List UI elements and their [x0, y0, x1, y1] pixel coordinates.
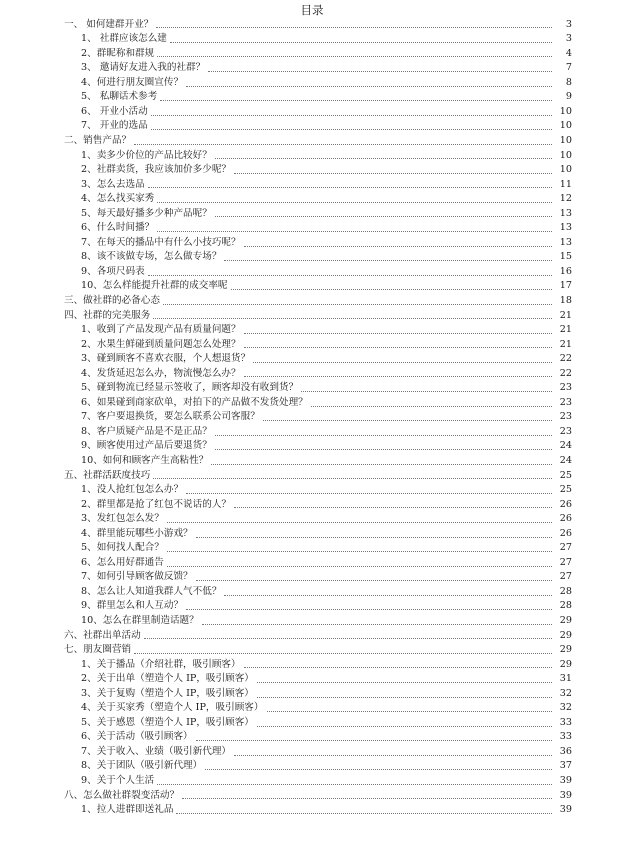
dot-leader [182, 798, 552, 799]
toc-entry-text: 9、关于个人生活 [81, 775, 155, 787]
dot-leader [224, 260, 552, 261]
toc-subsection-entry[interactable] [0, 47, 624, 62]
toc-page-number: 22 [559, 367, 572, 379]
toc-subsection-entry[interactable] [0, 730, 624, 745]
toc-page-number: 29 [559, 658, 572, 670]
dot-leader [148, 275, 552, 276]
dot-leader [196, 740, 552, 741]
toc-entry-text: 1、拉人进群即送礼品 [81, 804, 174, 816]
toc-entry-text: 三、做社群的必备心态 [64, 294, 160, 306]
toc-subsection-entry[interactable] [0, 381, 624, 396]
dot-leader [160, 100, 552, 101]
toc-subsection-entry[interactable] [0, 352, 624, 367]
dot-leader [215, 449, 552, 450]
toc-entry-text: 4、发货延迟怎么办，物流慢怎么办？ [81, 367, 241, 379]
toc-entry-text: 5、碰到物流已经显示签收了，顾客却没有收到货？ [81, 382, 299, 394]
dot-leader [215, 435, 552, 436]
toc-section-entry[interactable] [0, 309, 624, 324]
toc-page-number: 39 [559, 775, 572, 787]
dot-leader [167, 522, 552, 523]
toc-page-number: 32 [559, 687, 572, 699]
page-title: 目录 [300, 3, 324, 17]
dot-leader [244, 347, 552, 348]
toc-page-number: 10 [559, 164, 572, 176]
toc-entry-text: 6、怎么用好群通告 [81, 556, 164, 568]
toc-subsection-entry[interactable] [0, 541, 624, 556]
dot-leader [167, 566, 552, 567]
dot-leader [196, 580, 552, 581]
toc-section-entry[interactable] [0, 629, 624, 644]
toc-page-number: 25 [559, 469, 572, 481]
dot-leader [134, 653, 552, 654]
toc-entry-text: 1、收到了产品发现产品有质量问题？ [81, 324, 241, 336]
toc-section-entry[interactable] [0, 469, 624, 484]
toc-page-number: 39 [559, 804, 572, 816]
dot-leader [234, 755, 552, 756]
dot-leader [301, 391, 552, 392]
toc-page-number: 23 [559, 396, 572, 408]
toc-subsection-entry[interactable] [0, 658, 624, 673]
toc-subsection-entry[interactable] [0, 221, 624, 236]
toc-entry-text: 七、朋友圈营销 [64, 644, 132, 656]
toc-entry-text: 7、关于收入、业绩（吸引新代理） [81, 745, 232, 757]
toc-entry-text: 4、群里能玩哪些小游戏？ [81, 527, 193, 539]
dot-leader [205, 769, 552, 770]
toc-entry-text: 一、 如何建群开业？ [64, 18, 154, 30]
dot-leader [202, 624, 552, 625]
dot-leader [231, 289, 552, 290]
toc-page-number: 10 [559, 120, 572, 132]
toc-subsection-entry[interactable] [0, 105, 624, 120]
toc-page-number: 33 [559, 716, 572, 728]
toc-subsection-entry[interactable] [0, 149, 624, 164]
toc-entry-text: 5、如何找人配合？ [81, 542, 164, 554]
toc-page-number: 8 [565, 76, 572, 88]
toc-entry-text: 2、水果生鲜碰到质量问题怎么处理？ [81, 338, 241, 350]
toc-page-number: 23 [559, 411, 572, 423]
dot-leader [215, 158, 552, 159]
toc-page-number: 33 [559, 731, 572, 743]
toc-page-number: 3 [565, 33, 572, 45]
toc-subsection-entry[interactable] [0, 498, 624, 513]
dot-leader [156, 27, 552, 28]
toc-page-number: 13 [559, 222, 572, 234]
toc-entry-text: 8、该不该做专场，怎么做专场？ [81, 251, 222, 263]
dot-leader [215, 216, 552, 217]
toc-page-number: 13 [559, 236, 572, 248]
toc-subsection-entry[interactable] [0, 76, 624, 91]
dot-leader [263, 420, 552, 421]
toc-page-number: 31 [559, 673, 572, 685]
toc-subsection-entry[interactable] [0, 119, 624, 134]
toc-page-number: 25 [559, 484, 572, 496]
toc-page-number: 15 [559, 251, 572, 263]
toc-page-number: 23 [559, 425, 572, 437]
dot-leader [157, 784, 552, 785]
toc-subsection-entry[interactable] [0, 803, 624, 818]
dot-leader [253, 362, 552, 363]
dot-leader [267, 711, 553, 712]
toc-entry-text: 6、关于活动（吸引顾客） [81, 731, 193, 743]
dot-leader [151, 115, 552, 116]
toc-page-number: 28 [559, 585, 572, 597]
dot-leader [157, 202, 552, 203]
dot-leader [244, 667, 552, 668]
toc-page-number: 23 [559, 382, 572, 394]
dot-leader [157, 231, 552, 232]
dot-leader [257, 697, 552, 698]
toc-subsection-entry[interactable] [0, 439, 624, 454]
toc-entry-text: 8、关于团队（吸引新代理） [81, 760, 203, 772]
dot-leader [196, 537, 552, 538]
toc-page-number: 27 [559, 556, 572, 568]
toc-page-number: 37 [559, 760, 572, 772]
dot-leader [153, 318, 552, 319]
toc-subsection-entry[interactable] [0, 701, 624, 716]
dot-leader [134, 144, 552, 145]
toc-subsection-entry[interactable] [0, 207, 624, 222]
toc-subsection-entry[interactable] [0, 527, 624, 542]
dot-leader [186, 86, 552, 87]
dot-leader [157, 56, 552, 57]
toc-page-number: 21 [559, 309, 572, 321]
toc-subsection-entry[interactable] [0, 716, 624, 731]
toc-entry-text: 1、关于播品（介绍社群，吸引顾客） [81, 658, 241, 670]
toc-subsection-entry[interactable] [0, 614, 624, 629]
toc-entry-text: 八、怎么做社群裂变活动？ [64, 789, 180, 801]
toc-page-number: 7 [565, 62, 572, 74]
dot-leader [257, 682, 552, 683]
toc-entry-text: 1、卖多少价位的产品比较好？ [81, 149, 212, 161]
toc-subsection-entry[interactable] [0, 745, 624, 760]
toc-subsection-entry[interactable] [0, 410, 624, 425]
toc-subsection-entry[interactable] [0, 759, 624, 774]
dot-leader [311, 406, 552, 407]
toc-entry-text: 五、社群活跃度技巧 [64, 469, 151, 481]
toc-page-number: 27 [559, 542, 572, 554]
toc-subsection-entry[interactable] [0, 512, 624, 527]
toc-section-entry[interactable] [0, 134, 624, 149]
toc-page-number: 29 [559, 615, 572, 627]
toc-page-number: 12 [559, 193, 572, 205]
toc-page-number: 10 [559, 134, 572, 146]
toc-entry-text: 7、在每天的播品中有什么小技巧呢？ [81, 236, 241, 248]
toc-entry-text: 六、社群出单活动 [64, 629, 141, 641]
toc-page-number: 24 [559, 455, 572, 466]
toc-page-number: 24 [559, 440, 572, 452]
toc-page-number: 13 [559, 207, 572, 219]
toc-page-number: 27 [559, 571, 572, 583]
toc-entry-text: 四、社群的完美服务 [64, 309, 151, 321]
toc-entry-text: 9、顾客使用过产品后要退货？ [81, 440, 212, 452]
toc-subsection-entry[interactable] [0, 279, 624, 294]
dot-leader [211, 464, 552, 465]
toc-subsection-entry[interactable] [0, 585, 624, 600]
toc-section-entry[interactable] [0, 18, 624, 33]
toc-page-number: 17 [559, 280, 572, 292]
toc-entry-text: 7、如何引导顾客做反馈？ [81, 571, 193, 583]
dot-leader [257, 726, 552, 727]
toc-entry-text: 10、怎么在群里制造话题？ [81, 615, 199, 627]
toc-page-number: 26 [559, 527, 572, 539]
dot-leader [153, 478, 552, 479]
toc-page-number: 21 [559, 338, 572, 350]
dot-leader [186, 609, 552, 610]
toc-subsection-entry[interactable] [0, 367, 624, 382]
dot-leader [234, 507, 552, 508]
toc-subsection-entry[interactable] [0, 425, 624, 440]
toc-entry-text: 3、怎么去选品 [81, 178, 145, 190]
toc-entry-text: 9、各项尺码表 [81, 265, 145, 277]
toc-entry-text: 4、怎么找买家秀 [81, 193, 155, 205]
dot-leader [244, 246, 552, 247]
toc-subsection-entry[interactable] [0, 250, 624, 265]
toc-subsection-entry[interactable] [0, 178, 624, 193]
toc-page-number: 16 [559, 265, 572, 277]
dot-leader [170, 42, 552, 43]
dot-leader [208, 71, 552, 72]
toc-subsection-entry[interactable] [0, 483, 624, 498]
dot-leader [176, 813, 552, 814]
toc-subsection-entry[interactable] [0, 61, 624, 76]
toc-page-number: 26 [559, 498, 572, 510]
toc-subsection-entry[interactable] [0, 323, 624, 338]
toc-entry-text: 6、如果碰到商家砍单，对拍下的产品做不发货处理？ [81, 396, 308, 408]
dot-leader [244, 376, 552, 377]
toc-page-number: 4 [565, 47, 572, 59]
toc-entry-text: 5、 私聊话术参考 [81, 91, 158, 103]
toc-page-number: 28 [559, 600, 572, 612]
toc-entry-text: 7、 开业的选品 [81, 120, 148, 132]
toc-subsection-entry[interactable] [0, 265, 624, 280]
toc-section-entry[interactable] [0, 643, 624, 658]
dot-leader [148, 187, 552, 188]
toc-subsection-entry[interactable] [0, 32, 624, 47]
toc-subsection-entry[interactable] [0, 192, 624, 207]
toc-entry-text: 1、 社群应该怎么建 [81, 33, 167, 45]
toc-entry-text: 6、 开业小活动 [81, 105, 148, 117]
toc-entry-text: 6、什么时间播？ [81, 222, 155, 234]
toc-entry-text: 1、没人抢红包怎么办？ [81, 484, 184, 496]
toc-entry-text: 8、客户质疑产品是不是正品？ [81, 425, 212, 437]
toc-page-number: 21 [559, 324, 572, 336]
toc-page-number: 26 [559, 513, 572, 525]
dot-leader [224, 595, 552, 596]
toc-entry-text: 2、群昵称和群规 [81, 47, 155, 59]
toc-entry-text: 8、怎么让人知道我群人气不低？ [81, 585, 222, 597]
toc-page-number: 3 [565, 18, 572, 30]
toc-entry-text: 5、每天最好播多少种产品呢？ [81, 207, 212, 219]
toc-page-number: 10 [559, 105, 572, 117]
toc-entry-text: 10、如何和顾客产生高粘性？ [81, 455, 209, 466]
toc-page-number: 36 [559, 745, 572, 757]
toc-subsection-entry[interactable] [0, 454, 624, 469]
toc-entry-text: 7、客户要退换货，要怎么联系公司客服？ [81, 411, 260, 423]
toc-page-number: 10 [559, 149, 572, 161]
toc-page-number: 32 [559, 702, 572, 714]
toc-entry-text: 10、怎么样能提升社群的成交率呢 [81, 280, 228, 292]
dot-leader [163, 304, 552, 305]
toc-entry-text: 5、关于感恩（塑造个人 IP，吸引顾客） [81, 716, 254, 728]
toc-entry-text: 2、社群卖货，我应该加价多少呢？ [81, 164, 232, 176]
toc-page-number: 29 [559, 644, 572, 656]
table-of-contents [0, 18, 624, 818]
toc-section-entry[interactable] [0, 789, 624, 804]
toc-page-number: 9 [565, 91, 572, 103]
toc-entry-text: 二、销售产品？ [64, 134, 132, 146]
dot-leader [167, 551, 552, 552]
toc-entry-text: 2、关于出单（塑造个人 IP，吸引顾客） [81, 673, 254, 685]
toc-subsection-entry[interactable] [0, 236, 624, 251]
dot-leader [186, 493, 552, 494]
dot-leader [151, 129, 552, 130]
toc-entry-text: 4、何进行朋友圈宣传？ [81, 76, 184, 88]
toc-subsection-entry[interactable] [0, 570, 624, 585]
toc-page-number: 18 [559, 294, 572, 306]
toc-entry-text: 3、 邀请好友进入我的社群？ [81, 62, 206, 74]
toc-subsection-entry[interactable] [0, 774, 624, 789]
dot-leader [234, 173, 552, 174]
toc-page-number: 11 [559, 178, 572, 190]
toc-subsection-entry[interactable] [0, 90, 624, 105]
toc-subsection-entry[interactable] [0, 687, 624, 702]
toc-section-entry[interactable] [0, 294, 624, 309]
toc-page-number: 22 [559, 353, 572, 365]
toc-subsection-entry[interactable] [0, 338, 624, 353]
toc-entry-text: 3、关于复购（塑造个人 IP，吸引顾客） [81, 687, 254, 699]
toc-entry-text: 3、碰到顾客不喜欢衣服，个人想退货？ [81, 353, 251, 365]
toc-subsection-entry[interactable] [0, 163, 624, 178]
toc-subsection-entry[interactable] [0, 556, 624, 571]
toc-entry-text: 2、群里都是抢了红包不说话的人？ [81, 498, 232, 510]
dot-leader [144, 638, 552, 639]
toc-page-number: 39 [559, 789, 572, 801]
toc-entry-text: 9、群里怎么和人互动？ [81, 600, 184, 612]
toc-page-number: 29 [559, 629, 572, 641]
toc-subsection-entry[interactable] [0, 396, 624, 411]
toc-subsection-entry[interactable] [0, 672, 624, 687]
toc-subsection-entry[interactable] [0, 599, 624, 614]
dot-leader [244, 333, 552, 334]
toc-entry-text: 3、发红包怎么发？ [81, 513, 164, 525]
toc-entry-text: 4、关于买家秀（塑造个人 IP，吸引顾客） [81, 702, 264, 714]
